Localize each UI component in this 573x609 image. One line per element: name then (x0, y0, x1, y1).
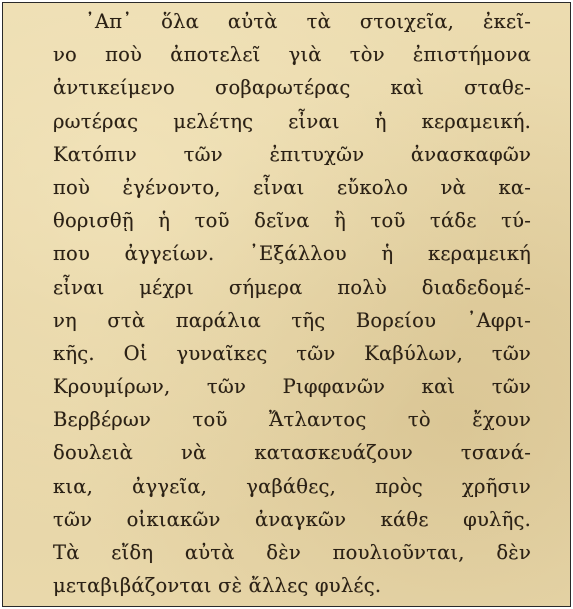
text-line: τῶν οἰκιακῶν ἀναγκῶν κάθε φυλῆς. (53, 507, 531, 531)
scanned-page (2, 2, 571, 607)
text-line: Κρουμίρων, τῶν Ριφφανῶν καὶ τῶν (53, 375, 531, 399)
text-line: Κατόπιν τῶν ἐπιτυχῶν ἀνασκαφῶν (53, 142, 531, 166)
text-line: Τὰ εἴδη αὐτὰ δὲν πουλιοῦνται, δὲν (53, 541, 531, 564)
text-line: ρωτέρας μελέτης εἶναι ἡ κεραμεική. (53, 109, 531, 133)
text-line: που ἀγγείων. ᾿Εξάλλου ἡ κεραμεική (53, 242, 531, 266)
text-line: ᾿Απ᾿ ὅλα αὐτὰ τὰ στοιχεῖα, ἐκεῖ- (85, 10, 531, 33)
text-line: θορισθῇ ἡ τοῦ δεῖνα ἢ τοῦ τάδε τύ- (53, 209, 531, 233)
text-line: μεταβιβάζονται σὲ ἄλλες φυλές. (53, 574, 382, 598)
text-column (53, 5, 531, 602)
text-line: νη στὰ παράλια τῆς Βορείου ᾿Αφρι- (53, 308, 531, 332)
text-line: δουλειὰ νὰ κατασκευάζουν τσανά- (53, 441, 531, 465)
text-line: Βερβέρων τοῦ Ἄτλαντος τὸ ἔχουν (53, 408, 531, 432)
text-line: εἶναι μέχρι σήμερα πολὺ διαδεδομέ- (53, 275, 531, 299)
text-line: νο ποὺ ἀποτελεῖ γιὰ τὸν ἐπιστήμονα (53, 43, 531, 67)
text-line: ἀντικείμενο σοβαρωτέρας καὶ σταθε- (53, 76, 531, 100)
text-line: κῆς. Οἱ γυναῖκες τῶν Καβύλων, τῶν (53, 341, 531, 365)
text-line: κια, ἀγγεῖα, γαβάθες, πρὸς χρῆσιν (53, 474, 531, 498)
text-line: ποὺ ἐγένοντο, εἶναι εὔκολο νὰ κα- (53, 175, 531, 199)
